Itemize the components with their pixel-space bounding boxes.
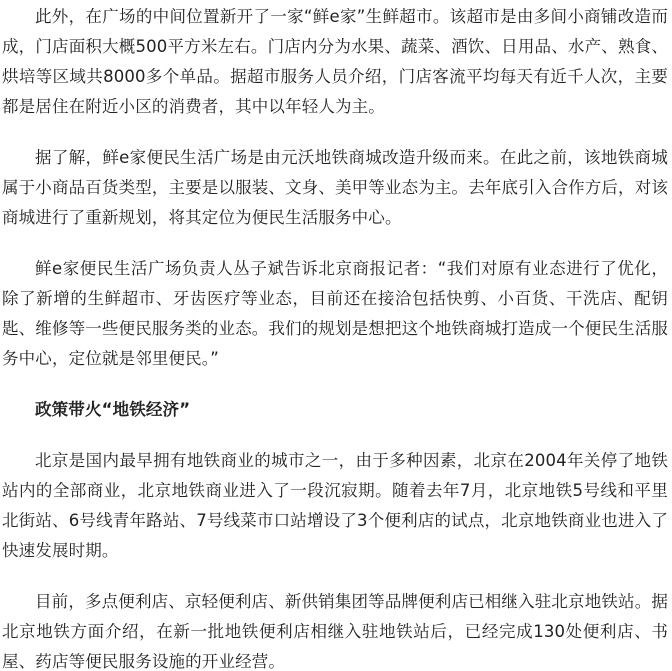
paragraph-mall-history: 据了解，鲜e家便民生活广场是由元沃地铁商城改造升级而来。在此之前，该地铁商城属于小商品百货类型，主要是以服装、文身、美甲等业态为主。去年底引入合作方后，对该商城进行了重新规划，将其定位为便民生活服务中心。 (2, 148, 668, 227)
paragraph-beijing-subway: 北京是国内最早拥有地铁商业的城市之一，由于多种因素，北京在2004年关停了地铁站内的全部商业，北京地铁商业进入了一段沉寂期。随着去年7月，北京地铁5号线和平里北街站、6号线青年路站、7号线菜市口站增设了3个便利店的试点，北京地铁商业也进入了快速发展时期。 (2, 451, 668, 560)
paragraph-convenience-stores: 目前，多点便利店、京轻便利店、新供销集团等品牌便利店已相继入驻北京地铁站。据北京地铁方面介绍，在新一批地铁便利店相继入驻地铁站后，已经完成130处便利店、书屋、药店等便民服务设施的开业经营。 (2, 592, 668, 671)
paragraph-supermarket: 此外，在广场的中间位置新开了一家“鲜e家”生鲜超市。该超市是由多间小商铺改造而成，门店面积大概500平方米左右。门店内分为水果、蔬菜、酒饮、日用品、水产、熟食、烘培等区域共8000多个单品。据超市服务人员介绍，门店客流平均每天有近千人次，主要都是居住在附近小区的消费者，其中以年轻人为主。 (2, 7, 668, 116)
section-heading: 政策带火“地铁经济” (35, 400, 191, 419)
paragraph-manager-quote: 鲜e家便民生活广场负责人丛子斌告诉北京商报记者：“我们对原有业态进行了优化，除了新增的生鲜超市、牙齿医疗等业态，目前还在接洽包括快剪、小百货、干洗店、配钥匙、维修等一些便民服务类的业态。我们的规划是想把这个地铁商城打造成一个便民生活服务中心，定位就是邻里便民。” (2, 259, 668, 368)
